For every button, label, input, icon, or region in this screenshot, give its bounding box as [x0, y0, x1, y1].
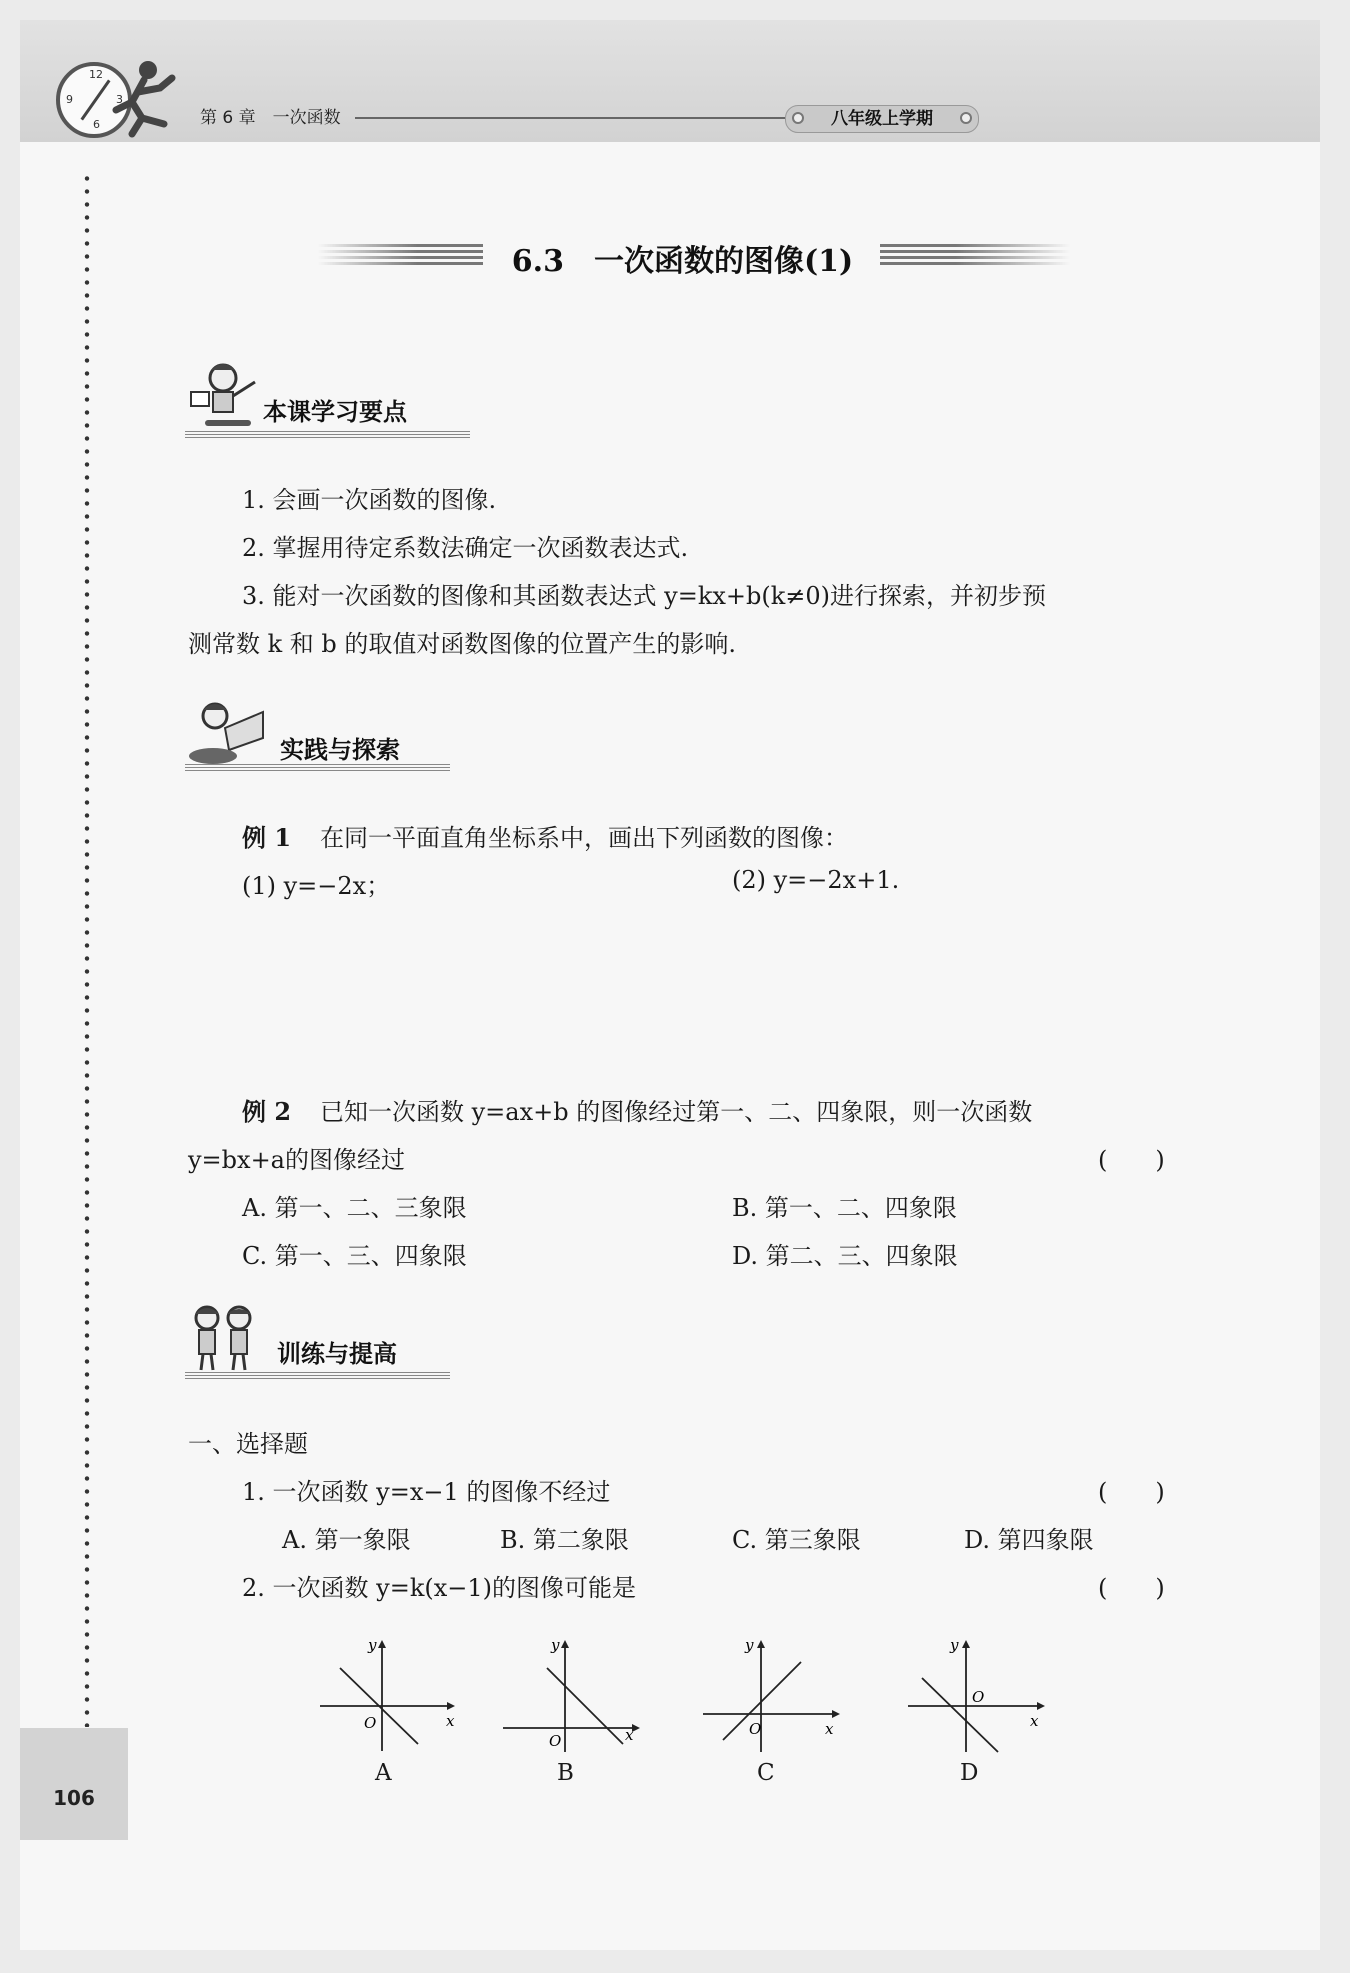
example-label: 例 2	[242, 1097, 292, 1126]
y-axis-label: y	[551, 1636, 560, 1654]
y-axis-label: y	[950, 1636, 959, 1654]
x-axis-label: x	[446, 1712, 455, 1730]
origin-label: O	[364, 1714, 377, 1732]
compass-number: 12	[89, 68, 103, 81]
learning-points-header	[185, 360, 470, 430]
practice-header	[185, 698, 450, 768]
two-students-icon	[185, 1302, 265, 1374]
option: C. 第一、三、四象限	[242, 1242, 467, 1270]
graph-option-c	[695, 1636, 845, 1756]
title-decoration-left	[318, 244, 483, 266]
learning-point: 3. 能对一次函数的图像和其函数表达式 y=kx+b(k≠0)进行探索，并初步预	[242, 582, 1047, 610]
page-number-tab	[20, 1728, 128, 1840]
training-header	[185, 1302, 450, 1372]
section-title: 6.3 一次函数的图像(1)	[511, 244, 854, 279]
practice-title: 实践与探索	[280, 736, 400, 764]
graph-label-d: D	[960, 1760, 979, 1786]
page-number: 106	[53, 1786, 95, 1810]
x-axis-label: x	[825, 1720, 834, 1738]
graph-option-b	[495, 1636, 645, 1756]
compass-number: 6	[93, 118, 100, 131]
student-reading-icon	[185, 360, 265, 432]
option: C. 第三象限	[732, 1526, 861, 1554]
option: D. 第四象限	[964, 1526, 1094, 1554]
grade-badge: 八年级上学期	[785, 105, 979, 133]
y-axis-label: y	[745, 1636, 754, 1654]
example-part: (1) y=−2x；	[242, 872, 391, 900]
margin-dots	[84, 172, 90, 1727]
answer-blank: ( )	[1098, 1146, 1165, 1174]
compass-number: 3	[116, 93, 123, 106]
header-underline	[185, 431, 470, 438]
graph-label-b: B	[557, 1760, 574, 1786]
answer-blank: ( )	[1098, 1478, 1165, 1506]
graph-option-a	[310, 1636, 460, 1756]
title-decoration-right	[880, 244, 1070, 266]
page	[20, 20, 1320, 1950]
origin-label: O	[749, 1720, 762, 1738]
y-axis-label: y	[368, 1636, 377, 1654]
example-part: (2) y=−2x+1.	[732, 866, 900, 894]
example-text: y=bx+a的图像经过	[188, 1146, 405, 1174]
learning-point: 1. 会画一次函数的图像.	[242, 486, 497, 514]
option: B. 第一、二、四象限	[732, 1194, 957, 1222]
compass-needle	[81, 79, 111, 120]
example-label: 例 1	[242, 823, 292, 852]
question-text: 2. 一次函数 y=k(x−1)的图像可能是	[242, 1574, 637, 1602]
graph-label-c: C	[757, 1760, 775, 1786]
learning-points-title: 本课学习要点	[263, 398, 407, 426]
compass-number: 9	[66, 93, 73, 106]
student-writing-icon	[185, 698, 265, 770]
example-text: 在同一平面直角坐标系中，画出下列函数的图像：	[320, 824, 848, 852]
option: D. 第二、三、四象限	[732, 1242, 958, 1270]
question-text: 1. 一次函数 y=x−1 的图像不经过	[242, 1478, 611, 1506]
example-text: 已知一次函数 y=ax+b 的图像经过第一、二、四象限，则一次函数	[320, 1098, 1033, 1126]
origin-label: O	[972, 1688, 985, 1706]
option: A. 第一、二、三象限	[242, 1194, 467, 1222]
option: A. 第一象限	[282, 1526, 411, 1554]
runner-icon	[108, 58, 178, 138]
answer-blank: ( )	[1098, 1574, 1165, 1602]
option: B. 第二象限	[500, 1526, 629, 1554]
header-divider	[355, 117, 785, 119]
header-underline	[185, 1372, 450, 1379]
graph-label-a: A	[375, 1760, 392, 1786]
training-title: 训练与提高	[277, 1340, 397, 1368]
x-axis-label: x	[625, 1726, 634, 1744]
x-axis-label: x	[1030, 1712, 1039, 1730]
part-title: 一、选择题	[188, 1430, 308, 1458]
learning-point: 2. 掌握用待定系数法确定一次函数表达式.	[242, 534, 689, 562]
origin-label: O	[549, 1732, 562, 1750]
header-underline	[185, 764, 450, 771]
chapter-title: 第 6 章 一次函数	[200, 108, 341, 128]
learning-point: 测常数 k 和 b 的取值对函数图像的位置产生的影响.	[188, 630, 737, 658]
graph-option-d	[900, 1636, 1050, 1756]
